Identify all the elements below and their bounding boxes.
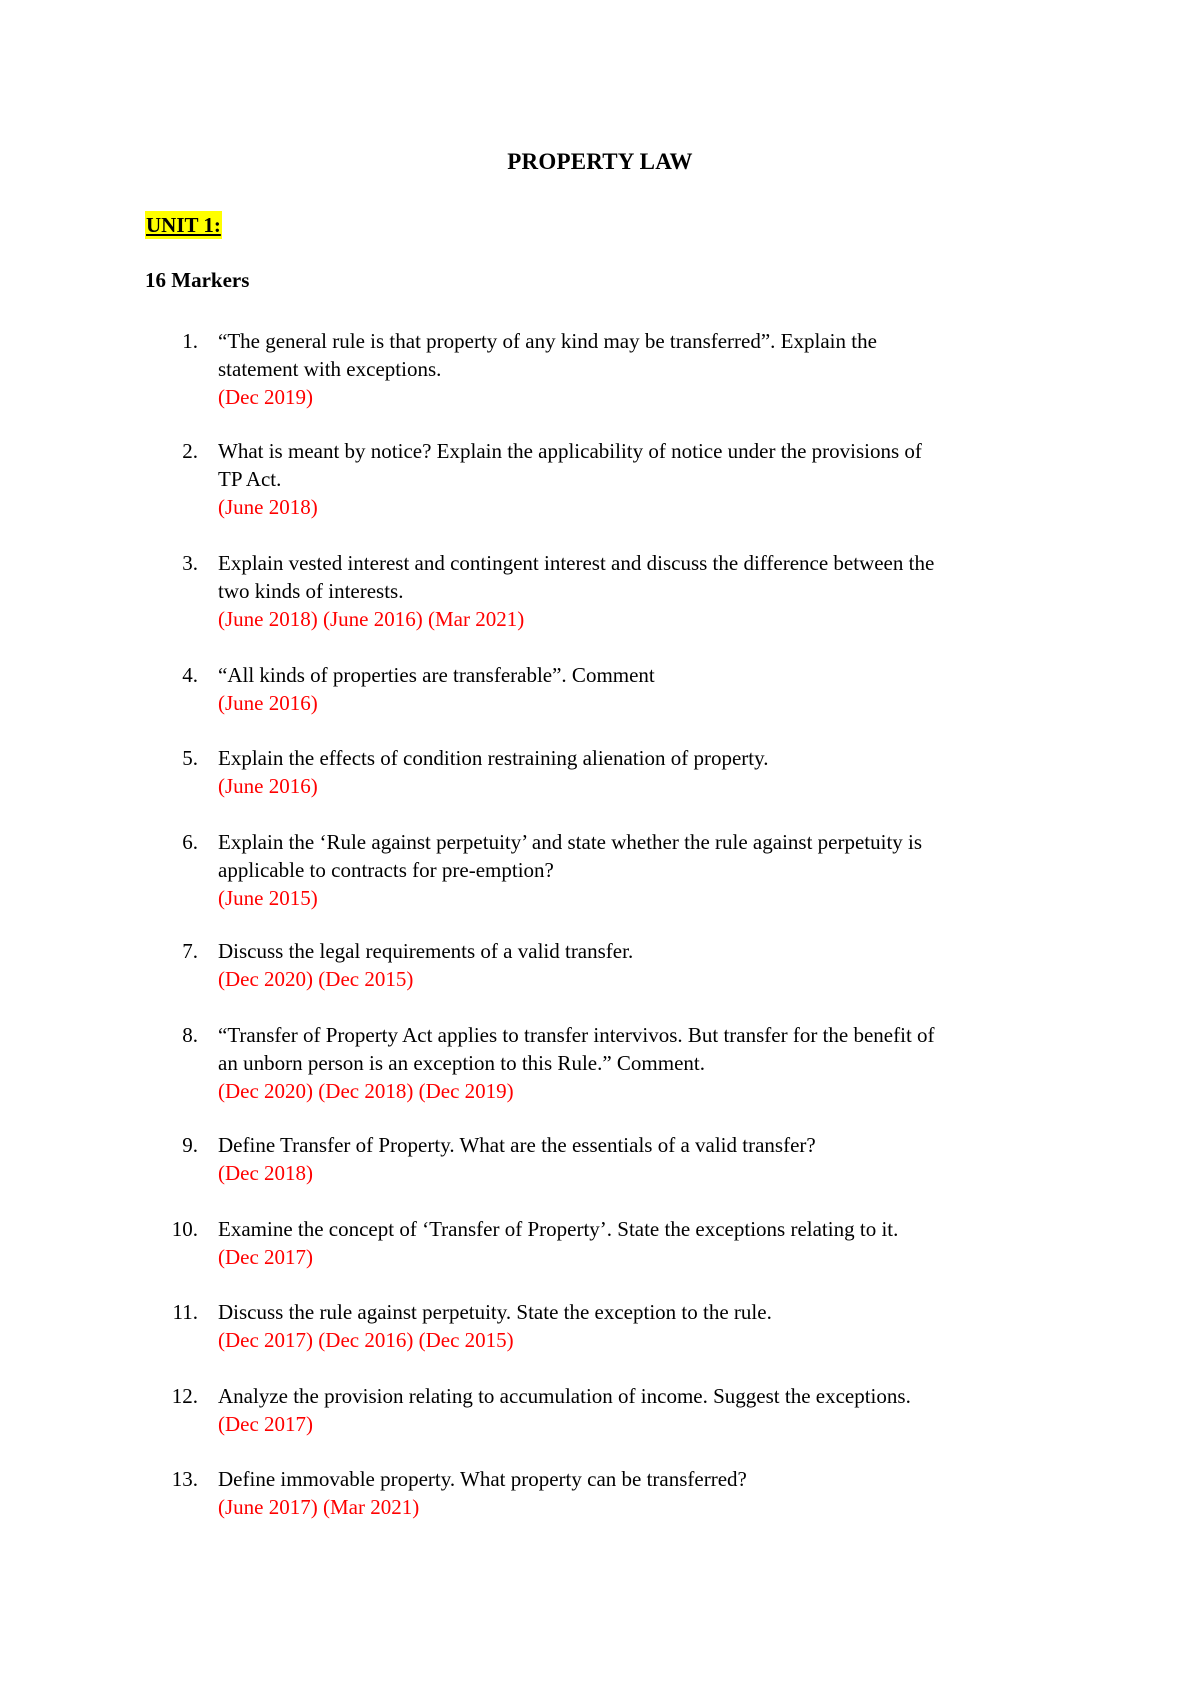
question-text-line: an unborn person is an exception to this Rule.” Comment.	[218, 1051, 705, 1075]
question-body	[218, 1215, 1058, 1271]
exam-dates: (Dec 2017) (Dec 2016) (Dec 2015)	[218, 1328, 514, 1352]
question-text-line: Discuss the rule against perpetuity. State the exception to the rule.	[218, 1300, 772, 1324]
question-number: 6.	[182, 830, 198, 854]
question-text-line: TP Act.	[218, 467, 282, 491]
exam-dates: (June 2016)	[218, 691, 318, 715]
exam-dates: (June 2018) (June 2016) (Mar 2021)	[218, 607, 525, 631]
question-body	[218, 1131, 1058, 1187]
question-text-line: Analyze the provision relating to accumulation of income. Suggest the exceptions.	[218, 1384, 911, 1408]
question-body	[218, 437, 1058, 521]
question-number: 3.	[182, 551, 198, 575]
question-text-line: What is meant by notice? Explain the applicability of notice under the provisions of	[218, 439, 922, 463]
question-body	[218, 828, 1058, 912]
question-text-line: “The general rule is that property of any kind may be transferred”. Explain the	[218, 329, 877, 353]
question-body	[218, 327, 1058, 411]
question-body	[218, 937, 1058, 993]
unit-heading: UNIT 1:	[146, 213, 221, 237]
question-text-line: Explain vested interest and contingent interest and discuss the difference between the	[218, 551, 935, 575]
question-text-line: Discuss the legal requirements of a valid transfer.	[218, 939, 634, 963]
exam-dates: (June 2016)	[218, 774, 318, 798]
question-number: 10.	[171, 1217, 198, 1241]
question-body	[218, 1298, 1058, 1354]
exam-dates: (Dec 2019)	[218, 385, 314, 409]
exam-dates: (Dec 2020) (Dec 2018) (Dec 2019)	[218, 1079, 514, 1103]
question-body	[218, 1382, 1058, 1438]
exam-dates: (Dec 2017)	[218, 1412, 314, 1436]
exam-dates: (June 2015)	[218, 886, 318, 910]
question-number: 4.	[182, 663, 198, 687]
question-text-line: applicable to contracts for pre-emption?	[218, 858, 554, 882]
exam-dates: (Dec 2018)	[218, 1161, 314, 1185]
question-text-line: Define immovable property. What property can be transferred?	[218, 1467, 747, 1491]
question-body	[218, 661, 1058, 717]
question-text-line: Explain the ‘Rule against perpetuity’ and state whether the rule against perpetuity is	[218, 830, 923, 854]
section-heading: 16 Markers	[145, 268, 250, 292]
question-number: 8.	[182, 1023, 198, 1047]
question-text-line: two kinds of interests.	[218, 579, 404, 603]
page-title: PROPERTY LAW	[507, 149, 693, 174]
exam-dates: (June 2018)	[218, 495, 318, 519]
question-number: 2.	[182, 439, 198, 463]
question-text-line: Examine the concept of ‘Transfer of Property’. State the exceptions relating to it.	[218, 1217, 899, 1241]
question-number: 5.	[182, 746, 198, 770]
question-text-line: Explain the effects of condition restraining alienation of property.	[218, 746, 769, 770]
question-text-line: Define Transfer of Property. What are the essentials of a valid transfer?	[218, 1133, 816, 1157]
question-text-line: statement with exceptions.	[218, 357, 442, 381]
question-text-line: “Transfer of Property Act applies to transfer intervivos. But transfer for the benefit of	[218, 1023, 935, 1047]
question-text-line: “All kinds of properties are transferable”. Comment	[218, 663, 655, 687]
question-number: 1.	[182, 329, 198, 353]
question-number: 9.	[182, 1133, 198, 1157]
question-body	[218, 744, 1058, 800]
question-number: 11.	[172, 1300, 198, 1324]
question-number: 7.	[182, 939, 198, 963]
question-body	[218, 1465, 1058, 1521]
exam-dates: (Dec 2020) (Dec 2015)	[218, 967, 414, 991]
question-number: 12.	[171, 1384, 198, 1408]
question-body	[218, 1021, 1058, 1105]
question-number: 13.	[171, 1467, 198, 1491]
question-body	[218, 549, 1058, 633]
exam-dates: (Dec 2017)	[218, 1245, 314, 1269]
exam-dates: (June 2017) (Mar 2021)	[218, 1495, 420, 1519]
